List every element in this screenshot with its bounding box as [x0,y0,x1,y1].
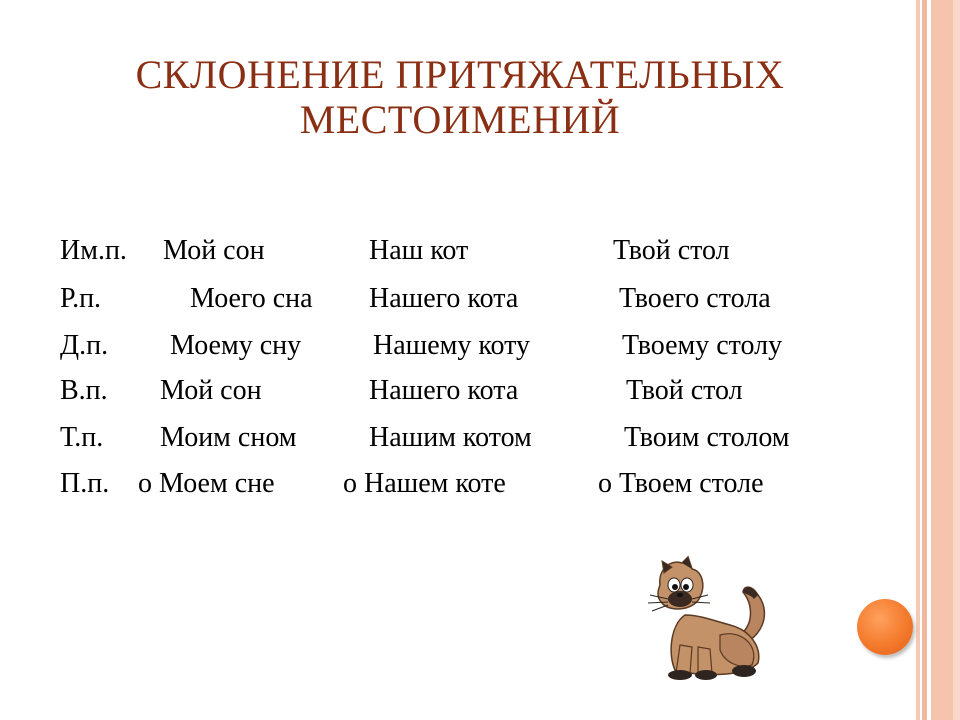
form-my: Моему сну [170,330,302,361]
cat-illustration [640,555,780,685]
form-my: Моего сна [190,283,313,314]
decorative-stripe [922,0,927,720]
case-label: П.п. [60,468,110,499]
form-my: Моим сном [160,422,297,453]
form-our: Нашему коту [373,330,531,361]
form-our: Нашего кота [369,375,519,406]
form-your: Твоего стола [619,283,771,314]
case-label: Р.п. [60,283,102,314]
case-label: В.п. [60,375,108,406]
decorative-stripe [953,0,960,720]
form-your: Твоему столу [622,330,783,361]
form-my: Мой сон [163,235,265,266]
case-label: Им.п. [60,235,127,266]
orange-circle-decoration [857,599,913,655]
case-label: Д.п. [60,330,109,361]
title-line-2: МЕСТОИМЕНИЙ [299,97,621,142]
form-your: Твой стол [626,375,743,406]
form-your: о Твоем столе [598,468,764,499]
slide-title [60,52,860,142]
form-your: Твой стол [613,235,730,266]
case-label: Т.п. [60,422,104,453]
form-our: о Нашем коте [343,468,506,499]
form-our: Наш кот [369,235,469,266]
form-our: Нашим котом [369,422,532,453]
form-your: Твоим столом [624,422,790,453]
decorative-stripe [931,0,953,720]
form-my: Мой сон [160,375,262,406]
form-my: о Моем сне [138,468,275,499]
form-our: Нашего кота [369,283,519,314]
title-line-1: СКЛОНЕНИЕ ПРИТЯЖАТЕЛЬНЫХ [135,52,785,97]
decorative-stripe [916,0,920,720]
